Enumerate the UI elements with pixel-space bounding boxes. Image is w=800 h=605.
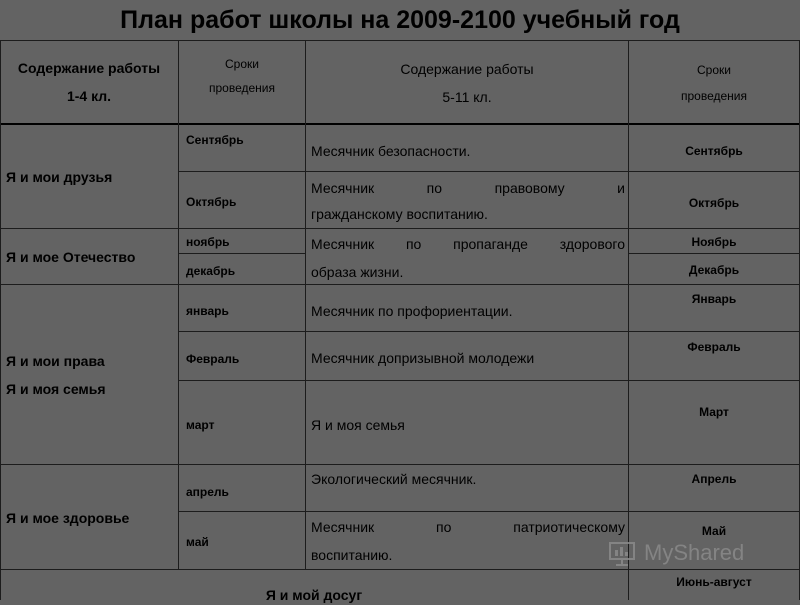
header-dates-secondary <box>629 41 799 125</box>
month-primary-feb: Февраль <box>186 352 240 366</box>
col-line <box>178 40 179 569</box>
content-healthy-lifestyle-line1: Месячник по пропаганде здорового <box>311 236 625 252</box>
month-primary-oct: Октябрь <box>186 195 237 209</box>
topic-fatherland: Я и мое Отечество <box>6 248 136 265</box>
page-title: План работ школы на 2009-2100 учебный год <box>120 6 680 34</box>
month-secondary-feb: Февраль <box>687 340 741 354</box>
row-line <box>0 464 800 465</box>
month-primary-may: май <box>186 535 209 549</box>
header-content-secondary <box>306 41 628 125</box>
content-legal-line2: гражданскому воспитанию. <box>311 206 488 222</box>
header-dates-primary <box>179 41 305 111</box>
month-primary-mar: март <box>186 418 215 432</box>
month-secondary-dec: Декабрь <box>688 263 740 277</box>
topic-friends: Я и мои друзья <box>6 168 113 185</box>
row-line <box>178 331 800 332</box>
row-line <box>178 171 800 172</box>
watermark-text: MyShared <box>644 540 745 565</box>
content-safety: Месячник безопасности. <box>311 143 471 159</box>
month-primary-dec: декабрь <box>186 264 236 278</box>
content-career: Месячник по профориентации. <box>311 303 513 319</box>
header-grades-secondary: 5-11 кл. <box>442 89 492 105</box>
topic-leisure: Я и мой досуг <box>265 587 363 603</box>
header-grades-primary: 1-4 кл. <box>66 88 112 104</box>
month-primary-jan: январь <box>186 304 229 318</box>
col-line <box>0 40 1 600</box>
topic-health: Я и мое здоровье <box>6 510 130 526</box>
content-patriotic-line2: воспитанию. <box>311 547 393 563</box>
month-primary-sep: Сентябрь <box>186 133 244 147</box>
header-dates-primary-line1: Сроки <box>225 57 259 71</box>
row-line <box>178 511 800 512</box>
content-ecology: Экологический месячник. <box>311 471 477 487</box>
content-healthy-lifestyle <box>311 232 625 284</box>
watermark <box>606 535 791 571</box>
header-content-primary <box>0 41 178 123</box>
row-line <box>628 253 800 254</box>
row-line <box>178 253 306 254</box>
topic-rights-family <box>6 285 176 464</box>
content-family: Я и моя семья <box>311 417 405 433</box>
content-legal <box>311 175 625 227</box>
month-primary-nov: ноябрь <box>186 235 230 249</box>
header-dates-secondary-line1: Сроки <box>697 63 731 77</box>
row-line <box>178 380 800 381</box>
topic-rights: Я и мои права <box>6 352 105 369</box>
month-secondary-summer: Июнь-август <box>676 575 752 589</box>
content-healthy-lifestyle-line2: образа жизни. <box>311 264 404 280</box>
header-dates-secondary-line2: проведения <box>681 89 747 103</box>
month-secondary-apr: Апрель <box>691 472 737 486</box>
month-secondary-mar: Март <box>699 405 729 419</box>
month-secondary-may: Май <box>701 524 727 538</box>
header-content-primary-label: Содержание работы <box>17 60 161 76</box>
header-content-secondary-label: Содержание работы <box>400 61 534 77</box>
header-dates-primary-line2: проведения <box>209 81 275 95</box>
month-primary-apr: апрель <box>186 485 229 499</box>
content-preconscription: Месячник допризывной молодежи <box>311 350 535 366</box>
month-secondary-jan: Январь <box>691 292 737 306</box>
presentation-icon <box>606 537 638 569</box>
content-legal-line1: Месячник по правовому и <box>311 180 625 196</box>
topic-family: Я и моя семья <box>6 380 106 397</box>
month-secondary-sep: Сентябрь <box>685 144 743 158</box>
content-patriotic <box>311 515 625 567</box>
month-secondary-nov: Ноябрь <box>691 235 737 249</box>
month-secondary-oct: Октябрь <box>688 196 740 210</box>
content-patriotic-line1: Месячник по патриотическому <box>311 519 625 535</box>
